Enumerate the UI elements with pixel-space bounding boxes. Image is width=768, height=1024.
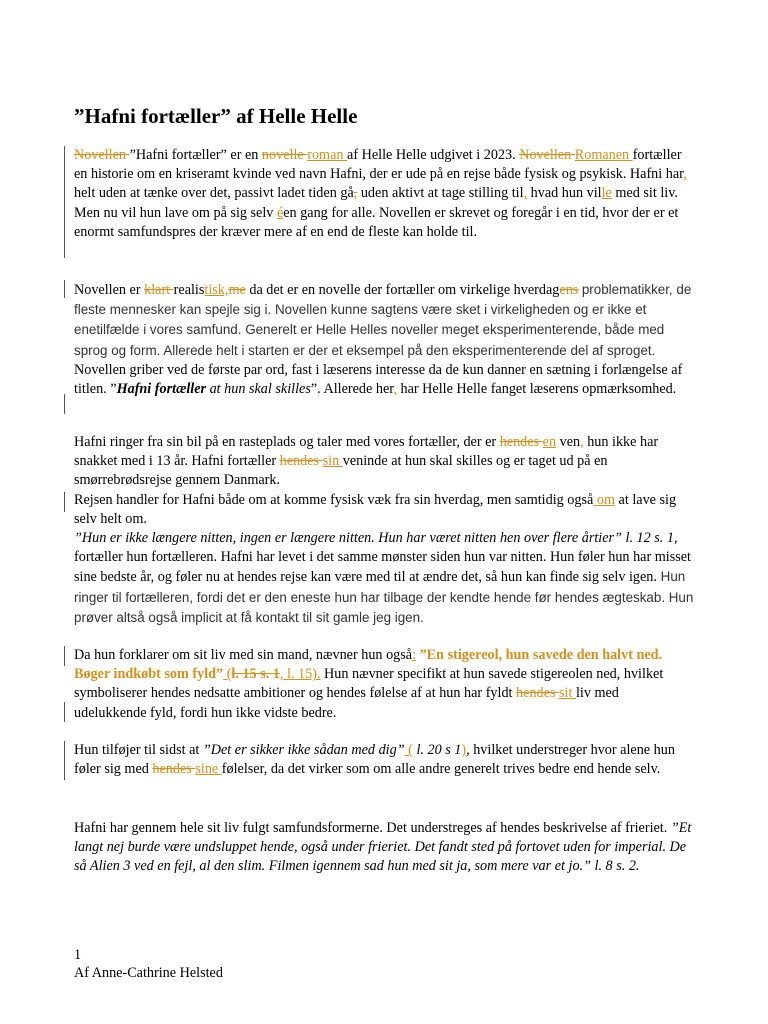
quote-text: ”Det er sikker ikke sådan med dig”	[202, 742, 405, 758]
text: at lave sig selv helt om.	[74, 492, 677, 528]
deleted-text: klart	[144, 282, 174, 298]
text: Da hun forklarer om sit liv med sin mand, nævner hun også	[74, 647, 413, 663]
text: veninde at hun skal skilles og er taget ud på en smørrebrødsrejse gennem Danmark.	[74, 453, 608, 489]
text: Rejsen handler for Hafni både om at komme fysisk væk fra sin hverdag, men samtidig også	[74, 492, 594, 508]
inserted-text: :	[412, 647, 417, 663]
text: Hun ringer til fortælleren, fordi det er den eneste hun har tilbage der kendte hende før hendes ægteskab. Hun prøver altså også implicit at få kontakt til sit gamle jeg igen.	[74, 569, 694, 625]
text: har Helle Helle fanget læserens opmærksomhed.	[396, 381, 677, 398]
inserted-text: ,	[393, 381, 397, 398]
text: Hun nævner specifikt at hun savede stigereolen ned, hvilket symboliserer hendes nedsatte ambitioner og hendes følelse af at hun har fyldt	[74, 666, 664, 702]
page-footer	[74, 946, 223, 982]
text: helt uden at tænke over det, passivt ladet tiden gå	[74, 185, 354, 202]
deleted-text: hendes	[279, 453, 323, 470]
text: ”Hafni fortæller” er en	[129, 147, 262, 163]
change-bar	[64, 702, 65, 722]
inserted-text: roman	[307, 147, 348, 163]
inserted-text: sin	[322, 453, 343, 470]
deleted-text: me	[228, 282, 246, 298]
text: Hafni har gennem hele sit liv fulgt samfundsformerne. Det understreges af hendes beskrivelse af frieriet.	[74, 820, 671, 836]
quote-text: ”Hun er ikke længere nitten, ingen er længere nitten. Hun har været nitten hen over flere årtier” l. 12 s. 1,	[74, 530, 678, 546]
text: da det er en novelle der fortæller om virkelige hverdag	[245, 282, 560, 298]
text: fortæller en historie om en kriseramt kvinde ved navn Hafni, der er ude på en rejse både fysisk og psykisk. Hafni har	[74, 147, 684, 183]
paragraph-realism	[74, 280, 694, 399]
inserted-text: le	[601, 185, 612, 202]
text: Novellen er	[74, 282, 145, 298]
text: med sit liv. Men nu vil hun lave om på sig selv	[74, 185, 678, 221]
text: Hun tilføjer til sidst at	[74, 742, 203, 758]
change-bar	[64, 741, 65, 761]
inserted-text: ,	[523, 185, 528, 202]
deleted-text: ,	[353, 185, 358, 202]
paragraph-intro	[74, 146, 694, 242]
inserted-text: (	[223, 666, 232, 683]
text: ven	[556, 434, 581, 450]
quote-text: at hun skal skilles	[206, 381, 311, 398]
deleted-text: l. 15 s. 1	[231, 666, 280, 683]
inserted-text: ,	[683, 166, 687, 183]
quote-text: l. 20 s 1	[412, 742, 462, 758]
change-bar	[64, 280, 65, 298]
text: Novellen griber ved de første par ord, fast i læserens interesse da de kun danner en sætning i forlængelse af titlen. ”	[74, 361, 683, 398]
text: , hvilket understreger hvor alene hun føler sig med	[74, 742, 675, 778]
deleted-text: ens	[559, 282, 579, 298]
quote-text: ”Et langt nej burde være undsluppet hende, også under frieriet. Det fandt sted på fortovet uden for imperial. De så Alien 3 ved en fejl, al den slim. Filmen igennem sad hun med sit ja, som mere var et jo.” l. 8 s. 2.	[74, 820, 692, 875]
quote-title: Hafni fortæller	[116, 381, 207, 398]
text: en gang for alle. Novellen er skrevet og foregår i en tid, hvor der er et enormt samfundspres der kræver mere af en end de fleste kan holde til.	[74, 204, 679, 240]
deleted-text: hendes	[152, 761, 196, 778]
paragraph-bookshelf	[74, 646, 694, 723]
quote-highlight: ”En stigereol, hun savede den halvt ned. Bøger indkøbt som fyld”	[74, 647, 663, 683]
text: liv med udelukkende fyld, fordi hun ikke vidste bedre.	[74, 685, 619, 721]
text: hun ikke har snakket med i 13 år. Hafni fortæller	[74, 434, 659, 470]
inserted-text: om	[593, 492, 615, 508]
deleted-text: Novellen	[519, 147, 575, 163]
inserted-text: Romanen	[574, 147, 633, 163]
deleted-text: hendes	[516, 685, 559, 702]
text: Hafni ringer fra sin bil på en rasteplads og taler med vores fortæller, der er	[74, 434, 500, 450]
inserted-text: ,	[580, 434, 584, 450]
change-bar	[64, 646, 65, 666]
inserted-text: (	[404, 742, 413, 758]
inserted-text: )	[461, 742, 467, 758]
paragraph-journey	[74, 491, 694, 529]
paragraph-proposal	[74, 819, 694, 877]
inserted-text: tisk,	[204, 282, 229, 298]
paragraph-nineteen	[74, 529, 694, 628]
paragraph-phone-call	[74, 433, 694, 491]
text: problematikker, de fleste mennesker kan spejle sig i. Novellen kunne sagtens være sket i virkeligheden og er ikke et enetilfælde i vores samfund. Generelt er Helle Helles noveller meget eksperimenterende, både med sprog og form. Allerede helt i starten er der et eksempel på den eksperimenterende del af sproget.	[74, 282, 692, 358]
deleted-text: hendes	[499, 434, 543, 450]
change-bar	[64, 492, 65, 512]
text: følelser, da det virker som om alle andre generelt trives bedre end hende selv.	[221, 761, 661, 778]
deleted-text: Novellen	[74, 147, 130, 163]
text: realis	[173, 282, 205, 298]
inserted-text: é	[276, 204, 284, 221]
text: hvad hun vil	[527, 185, 602, 202]
inserted-text: sine	[195, 761, 222, 778]
author-line: Af Anne-Cathrine Helsted	[74, 965, 223, 981]
text: ”. Allerede her	[310, 381, 394, 398]
document-title: ”Hafni fortæller” af Helle Helle	[74, 104, 358, 128]
inserted-text: , l. 15).	[279, 666, 321, 683]
deleted-text: novelle	[261, 147, 308, 163]
inserted-text: en	[542, 434, 557, 450]
change-bar	[64, 146, 65, 258]
page-number: 1	[74, 947, 82, 963]
text: af Helle Helle udgivet i 2023.	[347, 147, 520, 163]
change-bar	[64, 760, 65, 780]
paragraph-alone	[74, 741, 694, 779]
text: uden aktivt at tage stilling til	[357, 185, 524, 202]
text: fortæller hun fortælleren. Hafni har levet i det samme mønster siden hun var nitten. Hun føler hun har misset sine bedste år, og føler nu at hendes rejse kan være med til at ændre det, så hun kan finde sig selv igen.	[74, 549, 691, 586]
change-bar	[64, 394, 65, 414]
inserted-text: sit	[559, 685, 576, 702]
